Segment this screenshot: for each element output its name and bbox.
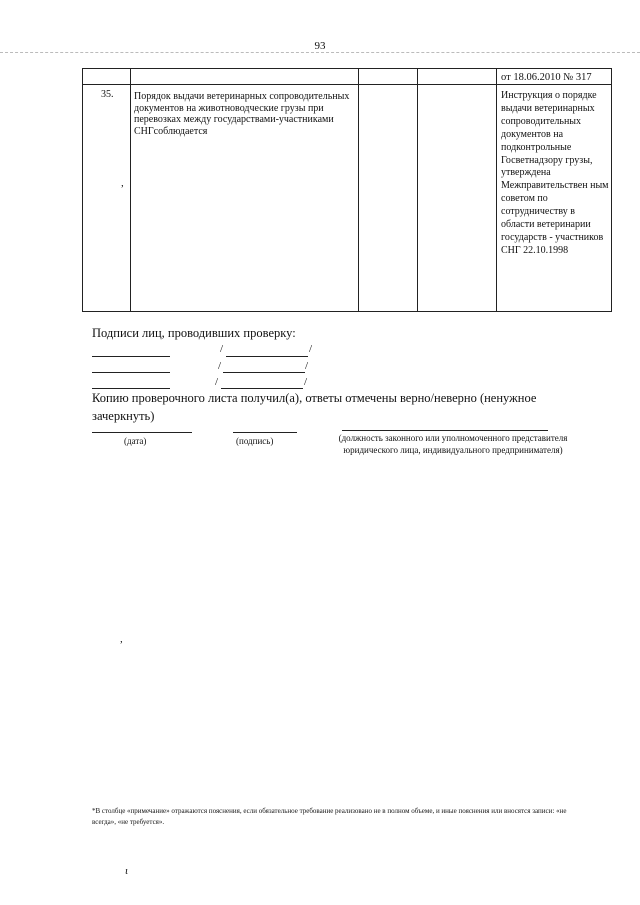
table-column-divider [130,69,131,311]
table-column-divider [417,69,418,311]
page-number: 93 [314,40,326,52]
row-number: 35. [101,89,114,100]
signature-slash: / [304,376,308,388]
requirement-text: Порядок выдачи ветеринарных сопроводительных документов на животноводческие грузы при перевозках между государствами-участниками СНГсоблюдается [134,91,350,137]
signature-name-line[interactable] [92,356,170,357]
signature-line[interactable] [223,372,305,373]
table-row-divider [83,84,611,85]
signature-slash: / [218,360,222,372]
position-line[interactable] [342,430,548,431]
signature-line[interactable] [226,356,308,357]
signature-slash: / [215,376,219,388]
signature-slash: / [309,343,313,355]
table-column-divider [496,69,497,311]
previous-row-doc-reference: от 18.06.2010 № 317 [501,72,592,83]
header-divider [0,52,640,53]
stray-mark-bottom: ι [125,865,129,877]
signature-caption: (подпись) [236,436,274,446]
signature-slash: / [305,360,309,372]
receiver-signature-line[interactable] [233,432,297,433]
position-caption: (должность законного или уполномоченного представителя юридического лица, индивидуального предпринимателя) [338,433,568,455]
document-reference: Инструкция о порядке выдачи ветеринарных сопроводительных документов на подконтрольные Госветнадзору грузы, утверждена Межправительствен ным советом по сотрудничеству в области ветеринарии государств - участников СНГ 22.10.1998 [501,90,609,256]
date-caption: (дата) [124,436,147,446]
signature-slash: / [220,343,224,355]
copy-received-statement: Копию проверочного листа получил(а), ответы отмечены верно/неверно (ненужное зачеркнуть) [92,391,537,423]
handwritten-mark: , [121,177,124,189]
date-line[interactable] [92,432,192,433]
signature-name-line[interactable] [92,372,170,373]
footnote: *В столбце «примечание» отражаются пояснения, если обязательное требование реализовано не в полном объеме, и иные пояснения или вносятся записи: «не всегда», «не требуется». [92,807,567,826]
stray-mark: , [120,633,123,645]
signatures-title: Подписи лиц, проводивших проверку: [92,326,296,340]
checklist-table [82,68,612,312]
